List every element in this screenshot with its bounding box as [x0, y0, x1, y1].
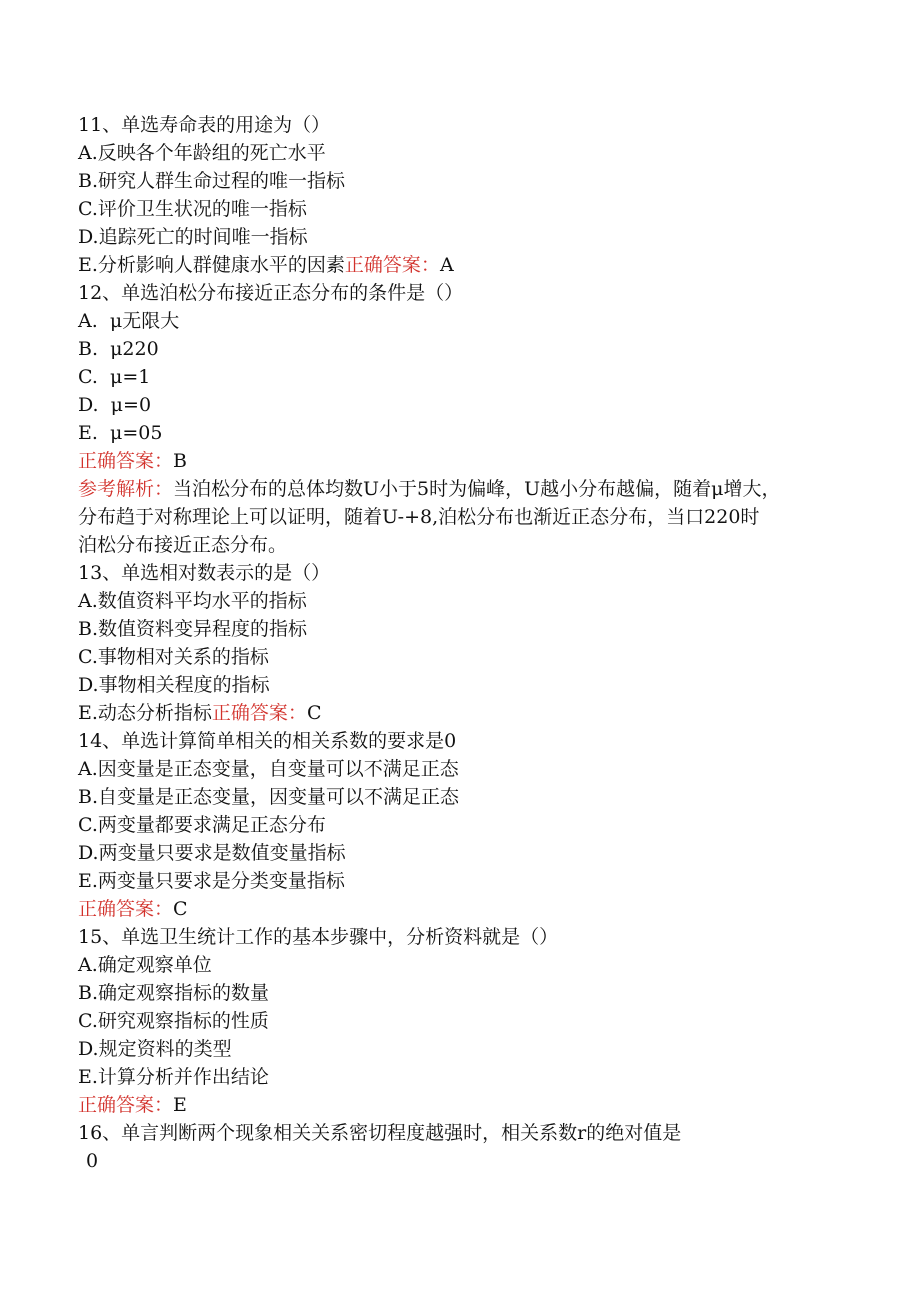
option-d: D.追踪死亡的时间唯一指标 [78, 226, 308, 248]
option-e-with-answer [78, 251, 848, 279]
question-list [78, 111, 848, 1175]
answer-line [78, 895, 848, 923]
option-a: A.反映各个年龄组的死亡水平 [78, 142, 326, 164]
question-stem: 13、单选相对数表示的是（） [78, 562, 331, 584]
question-stem: 14、单选计算简单相关的相关系数的要求是0 [78, 730, 457, 752]
answer-value: B [173, 450, 187, 472]
question-stem: 15、单选卫生统计工作的基本步骤中，分析资料就是（） [78, 926, 559, 948]
option-a: A.确定观察单位 [78, 954, 212, 976]
explanation-line-1 [78, 475, 848, 503]
option-a: A.因变量是正态变量，自变量可以不满足正态 [78, 758, 459, 780]
option-e: E. μ=05 [78, 422, 163, 444]
answer-label: 正确答案： [78, 1094, 174, 1116]
option-b: B.确定观察指标的数量 [78, 982, 270, 1004]
option-a: A. μ无限大 [78, 310, 180, 332]
option-d: D.事物相关程度的指标 [78, 674, 270, 696]
option-c: C. μ=1 [78, 366, 151, 388]
question-stem: 16、单言判断两个现象相关关系密切程度越强时，相关系数r的绝对值是 [78, 1122, 682, 1144]
option-b: B.数值资料变异程度的指标 [78, 618, 308, 640]
option-b: B.研究人群生命过程的唯一指标 [78, 170, 346, 192]
answer-label: 正确答案： [78, 898, 174, 920]
option-e: E.分析影响人群健康水平的因素 [78, 254, 345, 276]
option-e-with-answer [78, 699, 848, 727]
option-c: C.研究观察指标的性质 [78, 1010, 269, 1032]
answer-label: 正确答案： [78, 450, 174, 472]
answer-value: A [439, 254, 454, 276]
answer-value: E [173, 1094, 187, 1116]
option-b: B. μ220 [78, 338, 159, 360]
option-d: D. μ=0 [78, 394, 152, 416]
option-a: A.数值资料平均水平的指标 [78, 590, 307, 612]
option-e: E.动态分析指标 [78, 702, 212, 724]
explanation-line-2: 分布趋于对称理论上可以证明，随着U-+8,泊松分布也渐近正态分布，当口220时 [78, 506, 760, 528]
explanation-text: 当泊松分布的总体均数U小于5时为偏峰，U越小分布越偏，随着μ增大， [173, 478, 781, 500]
option-d: D.规定资料的类型 [78, 1038, 232, 1060]
answer-line [78, 447, 848, 475]
answer-line [78, 1091, 848, 1119]
option-c: C.事物相对关系的指标 [78, 646, 269, 668]
answer-value: C [173, 898, 188, 920]
answer-value: C [306, 702, 322, 724]
option-c: C.评价卫生状况的唯一指标 [78, 198, 307, 220]
question-stem-continuation: 0 [86, 1150, 99, 1172]
option-e: E.两变量只要求是分类变量指标 [78, 870, 345, 892]
option-d: D.两变量只要求是数值变量指标 [78, 842, 346, 864]
option-b: B.自变量是正态变量，因变量可以不满足正态 [78, 786, 460, 808]
option-c: C.两变量都要求满足正态分布 [78, 814, 326, 836]
answer-label: 正确答案： [211, 702, 307, 724]
answer-label: 正确答案： [344, 254, 440, 276]
option-e: E.计算分析并作出结论 [78, 1066, 269, 1088]
explanation-line-3: 泊松分布接近正态分布。 [78, 534, 288, 556]
explanation-label: 参考解析： [78, 478, 174, 500]
question-stem: 11、单选寿命表的用途为（） [78, 114, 331, 136]
question-stem: 12、单选泊松分布接近正态分布的条件是（） [78, 282, 464, 304]
